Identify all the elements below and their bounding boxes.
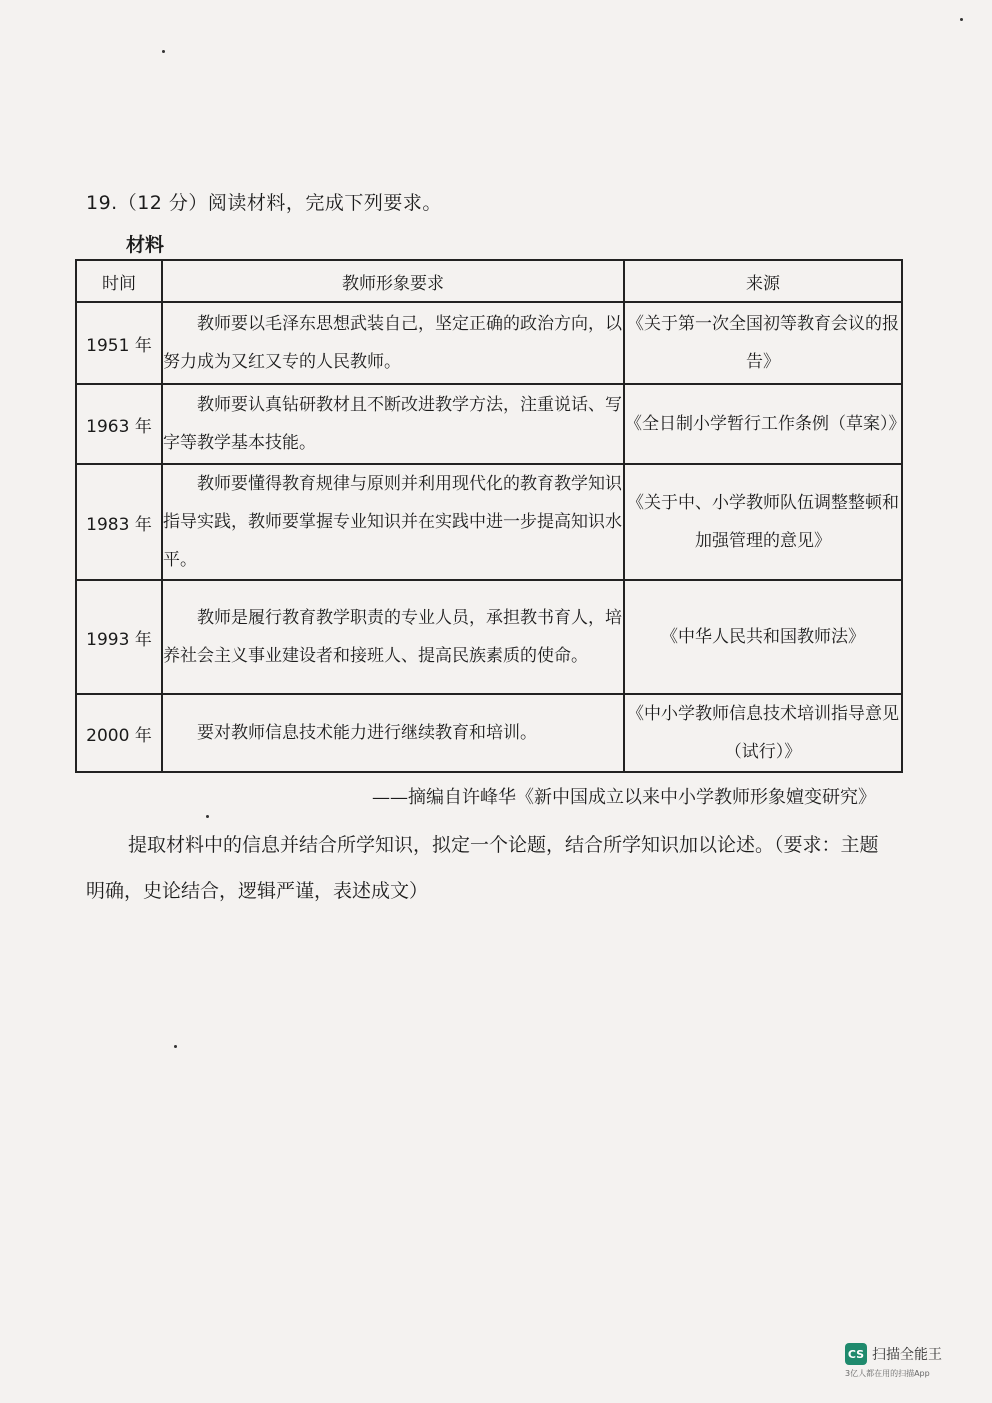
- row-source: 《中小学教师信息技术培训指导意见（试行）》: [624, 694, 902, 772]
- header-requirement: 教师形象要求: [162, 260, 624, 302]
- task-prompt: 提取材料中的信息并结合所学知识，拟定一个论题，结合所学知识加以论述。（要求：主题明确，史论结合，逻辑严谨，表述成文）: [86, 834, 879, 902]
- cs-logo-icon: CS: [845, 1343, 867, 1365]
- row-requirement: 教师是履行教育教学职责的专业人员，承担教书育人，培养社会主义事业建设者和接班人、提高民族素质的使命。: [162, 580, 624, 694]
- scan-speck: [174, 1045, 177, 1048]
- table-row: [76, 694, 902, 772]
- row-year: 1951 年: [76, 302, 162, 384]
- row-requirement: 教师要以毛泽东思想武装自己，坚定正确的政治方向，以努力成为又红又专的人民教师。: [162, 302, 624, 384]
- scan-speck: [960, 18, 963, 21]
- watermark-tagline: 3亿人都在用的扫描App: [845, 1369, 930, 1378]
- citation: ——摘编自许峰华《新中国成立以来中小学教师形象嬗变研究》: [372, 787, 876, 808]
- table-row: [76, 580, 902, 694]
- table-row: [76, 464, 902, 580]
- row-requirement: 要对教师信息技术能力进行继续教育和培训。: [162, 694, 624, 772]
- watermark-name: 扫描全能王: [872, 1347, 942, 1363]
- row-source: 《中华人民共和国教师法》: [624, 580, 902, 694]
- scan-speck: [162, 50, 165, 53]
- table-header-row: [76, 260, 902, 302]
- row-year: 1963 年: [76, 384, 162, 464]
- header-time: 时间: [76, 260, 162, 302]
- row-year: 1993 年: [76, 580, 162, 694]
- row-year: 1983 年: [76, 464, 162, 580]
- row-requirement: 教师要认真钻研教材且不断改进教学方法，注重说话、写字等教学基本技能。: [162, 384, 624, 464]
- table-row: [76, 384, 902, 464]
- header-source: 来源: [624, 260, 902, 302]
- row-requirement: 教师要懂得教育规律与原则并利用现代化的教育教学知识指导实践，教师要掌握专业知识并在实践中进一步提高知识水平。: [162, 464, 624, 580]
- scanner-watermark: [845, 1343, 942, 1379]
- table-row: [76, 302, 902, 384]
- material-label: 材料: [126, 234, 165, 256]
- question-title: 19.（12 分）阅读材料，完成下列要求。: [86, 192, 442, 214]
- materials-table: [75, 259, 906, 773]
- row-year: 2000 年: [76, 694, 162, 772]
- scan-speck: [206, 815, 209, 818]
- row-source: 《关于中、小学教师队伍调整整顿和加强管理的意见》: [624, 464, 902, 580]
- row-source: 《全日制小学暂行工作条例（草案）》: [624, 384, 902, 464]
- row-source: 《关于第一次全国初等教育会议的报告》: [624, 302, 902, 384]
